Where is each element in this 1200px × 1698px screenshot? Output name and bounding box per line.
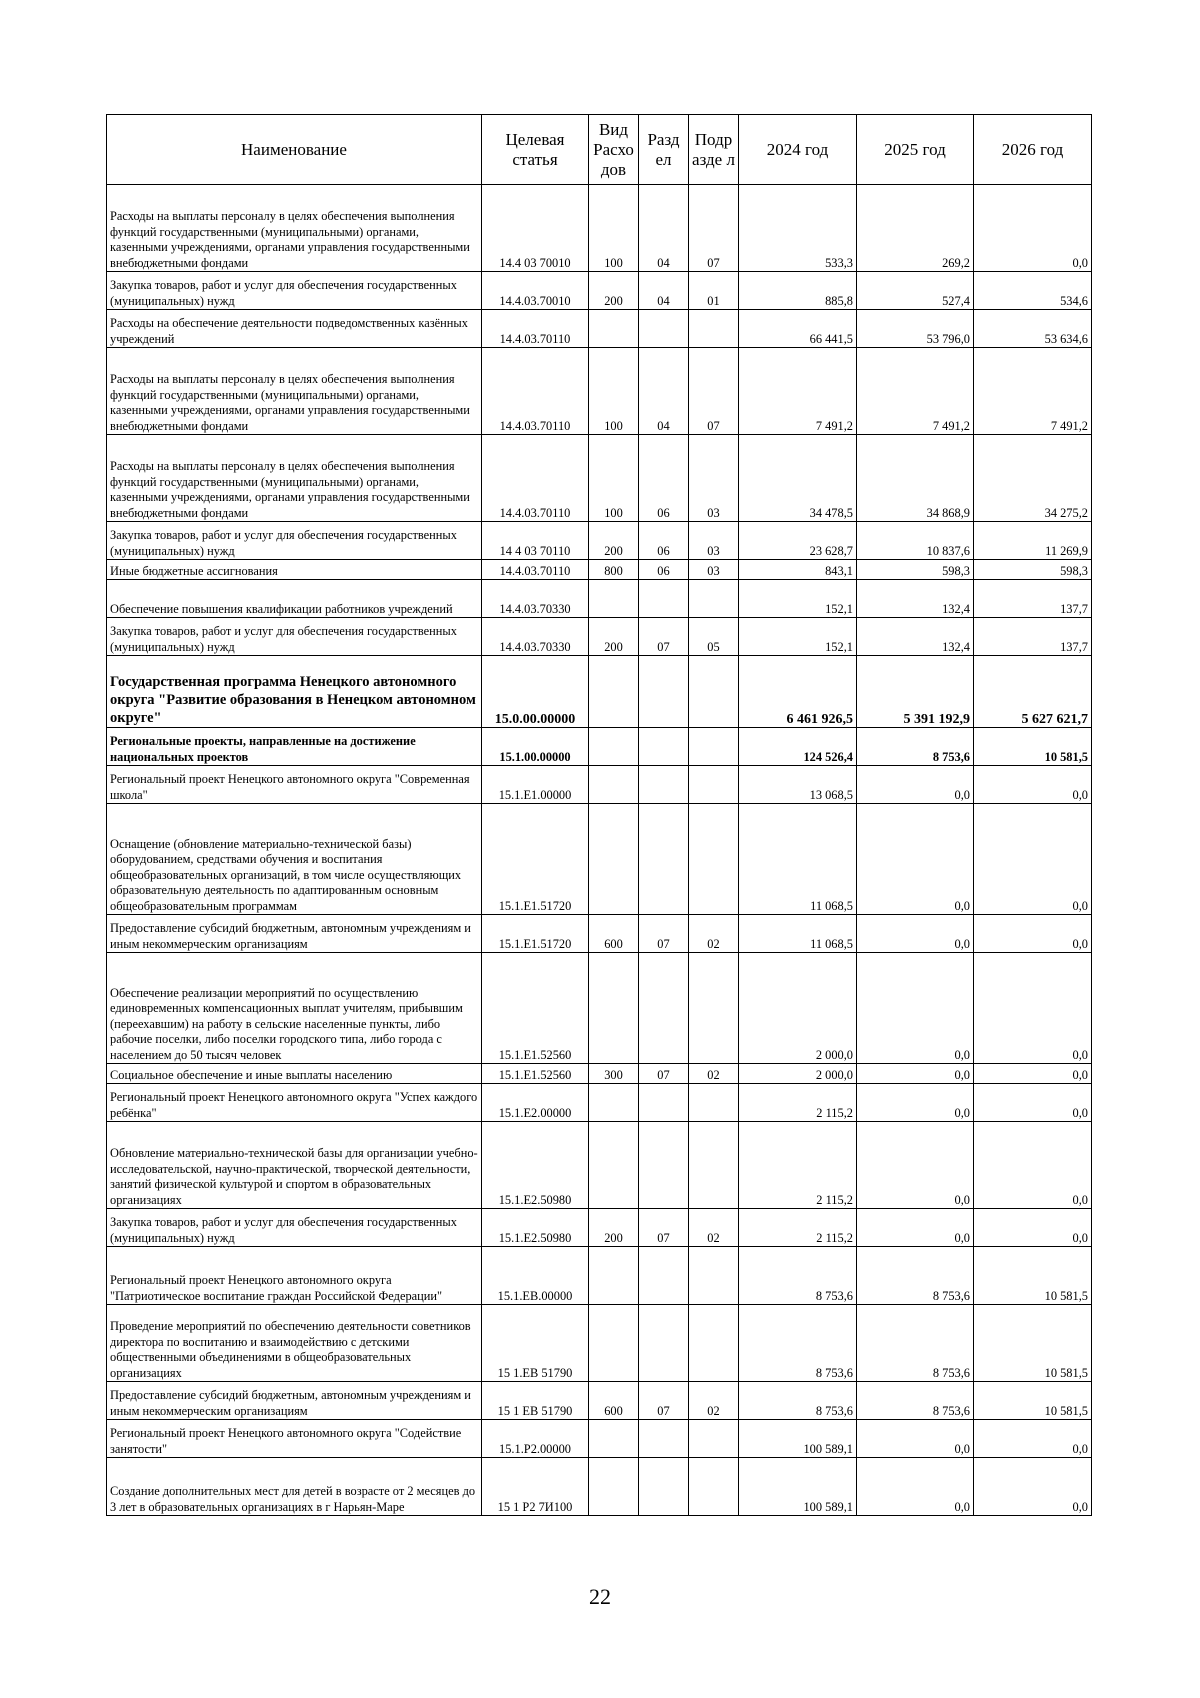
- table-row: [107, 1458, 1092, 1516]
- row-2024: 885,8: [739, 272, 857, 310]
- row-name: Обновление материально-технической базы для организации учебно-исследовательской, научно-практической, творческой деятельности, занятий физической культурой и спортом в образовательных организациях: [107, 1122, 482, 1209]
- row-code: 15.1.E1.51720: [482, 915, 589, 953]
- row-2024: 100 589,1: [739, 1420, 857, 1458]
- row-name: Предоставление субсидий бюджетным, автономным учреждениям и иным некоммерческим организациям: [107, 915, 482, 953]
- row-razdel: [639, 310, 689, 348]
- row-2025: 7 491,2: [857, 348, 974, 435]
- row-code: 14.4.03.70110: [482, 560, 589, 580]
- row-name: Закупка товаров, работ и услуг для обеспечения государственных (муниципальных) нужд: [107, 1209, 482, 1247]
- row-razdel: 06: [639, 522, 689, 560]
- row-code: 15.1.E2.50980: [482, 1122, 589, 1209]
- row-razdel: 07: [639, 1064, 689, 1084]
- row-2024: 100 589,1: [739, 1458, 857, 1516]
- row-2024: 843,1: [739, 560, 857, 580]
- table-row: [107, 766, 1092, 804]
- row-code: 14 4 03 70110: [482, 522, 589, 560]
- row-2025: 132,4: [857, 580, 974, 618]
- table-row: [107, 522, 1092, 560]
- row-podrazdel: [689, 310, 739, 348]
- row-2024: 2 000,0: [739, 953, 857, 1064]
- row-podrazdel: 02: [689, 915, 739, 953]
- row-vid: 300: [589, 1064, 639, 1084]
- row-razdel: 07: [639, 915, 689, 953]
- row-2026: 0,0: [974, 1064, 1092, 1084]
- row-2024: 124 526,4: [739, 728, 857, 766]
- row-vid: 600: [589, 1382, 639, 1420]
- row-razdel: 06: [639, 435, 689, 522]
- row-vid: 200: [589, 618, 639, 656]
- row-code: 14.4.03.70110: [482, 435, 589, 522]
- row-podrazdel: [689, 1247, 739, 1305]
- row-2024: 23 628,7: [739, 522, 857, 560]
- row-name: Региональный проект Ненецкого автономного округа "Патриотическое воспитание граждан Российской Федерации": [107, 1247, 482, 1305]
- row-2026: 0,0: [974, 185, 1092, 272]
- row-podrazdel: [689, 1458, 739, 1516]
- row-2024: 6 461 926,5: [739, 656, 857, 728]
- row-podrazdel: 02: [689, 1382, 739, 1420]
- row-podrazdel: [689, 766, 739, 804]
- row-vid: [589, 1084, 639, 1122]
- row-name: Расходы на обеспечение деятельности подведомственных казённых учреждений: [107, 310, 482, 348]
- row-name: Расходы на выплаты персоналу в целях обеспечения выполнения функций государственными (муниципальными) органами, казенными учреждениями, органами управления государственными внебюджетными фондами: [107, 348, 482, 435]
- row-razdel: [639, 1420, 689, 1458]
- row-2026: 53 634,6: [974, 310, 1092, 348]
- row-code: 15 1 P2 7И100: [482, 1458, 589, 1516]
- row-2024: 533,3: [739, 185, 857, 272]
- row-code: 15.1.P2.00000: [482, 1420, 589, 1458]
- row-2026: 137,7: [974, 580, 1092, 618]
- row-vid: 100: [589, 348, 639, 435]
- row-vid: 800: [589, 560, 639, 580]
- row-code: 15.1.E1.52560: [482, 953, 589, 1064]
- row-2026: 10 581,5: [974, 728, 1092, 766]
- row-2026: 5 627 621,7: [974, 656, 1092, 728]
- table-row: [107, 1209, 1092, 1247]
- row-vid: [589, 1247, 639, 1305]
- row-podrazdel: [689, 656, 739, 728]
- row-2024: 34 478,5: [739, 435, 857, 522]
- row-2025: 0,0: [857, 766, 974, 804]
- row-name: Обеспечение реализации мероприятий по осуществлению единовременных компенсационных выплат учителям, прибывшим (переехавшим) на работу в сельские населенные пункты, либо рабочие поселки, либо поселки городского типа, либо города с населением до 50 тысяч человек: [107, 953, 482, 1064]
- table-row: [107, 310, 1092, 348]
- row-code: 15.0.00.00000: [482, 656, 589, 728]
- row-2026: 11 269,9: [974, 522, 1092, 560]
- table-row: [107, 580, 1092, 618]
- row-2026: 10 581,5: [974, 1305, 1092, 1382]
- row-2025: 0,0: [857, 1420, 974, 1458]
- row-code: 15.1.E2.00000: [482, 1084, 589, 1122]
- row-2024: 8 753,6: [739, 1305, 857, 1382]
- row-code: 15.1.EB.00000: [482, 1247, 589, 1305]
- row-2026: 0,0: [974, 804, 1092, 915]
- row-2024: 8 753,6: [739, 1382, 857, 1420]
- row-podrazdel: 03: [689, 522, 739, 560]
- row-razdel: 06: [639, 560, 689, 580]
- row-razdel: 04: [639, 272, 689, 310]
- row-name: Расходы на выплаты персоналу в целях обеспечения выполнения функций государственными (муниципальными) органами, казенными учреждениями, органами управления государственными внебюджетными фондами: [107, 435, 482, 522]
- header-2025: 2025 год: [857, 115, 974, 185]
- row-razdel: [639, 1458, 689, 1516]
- row-name: Государственная программа Ненецкого автономного округа "Развитие образования в Ненецком автономном округе": [107, 656, 482, 728]
- row-razdel: 04: [639, 185, 689, 272]
- row-name: Проведение мероприятий по обеспечению деятельности советников директора по воспитанию и взаимодействию с детскими общественными объединениями в общеобразовательных организациях: [107, 1305, 482, 1382]
- row-name: Социальное обеспечение и иные выплаты населению: [107, 1064, 482, 1084]
- row-name: Закупка товаров, работ и услуг для обеспечения государственных (муниципальных) нужд: [107, 272, 482, 310]
- row-code: 15.1.00.00000: [482, 728, 589, 766]
- row-2025: 34 868,9: [857, 435, 974, 522]
- row-podrazdel: [689, 580, 739, 618]
- row-2026: 10 581,5: [974, 1247, 1092, 1305]
- row-2025: 8 753,6: [857, 1382, 974, 1420]
- row-vid: [589, 804, 639, 915]
- row-vid: [589, 1305, 639, 1382]
- row-razdel: 07: [639, 618, 689, 656]
- row-2024: 152,1: [739, 580, 857, 618]
- table-row: [107, 560, 1092, 580]
- row-2025: 0,0: [857, 1122, 974, 1209]
- row-2024: 2 115,2: [739, 1122, 857, 1209]
- row-2026: 598,3: [974, 560, 1092, 580]
- row-2026: 0,0: [974, 1122, 1092, 1209]
- row-razdel: [639, 804, 689, 915]
- row-2025: 0,0: [857, 1209, 974, 1247]
- row-2024: 11 068,5: [739, 804, 857, 915]
- row-2025: 53 796,0: [857, 310, 974, 348]
- row-vid: [589, 766, 639, 804]
- row-code: 15 1.EB 51790: [482, 1305, 589, 1382]
- row-razdel: 04: [639, 348, 689, 435]
- row-podrazdel: [689, 1305, 739, 1382]
- row-code: 14.4.03.70110: [482, 310, 589, 348]
- row-2024: 7 491,2: [739, 348, 857, 435]
- row-vid: [589, 1420, 639, 1458]
- table-row: [107, 1305, 1092, 1382]
- row-name: Обеспечение повышения квалификации работников учреждений: [107, 580, 482, 618]
- row-2026: 7 491,2: [974, 348, 1092, 435]
- row-2025: 0,0: [857, 1064, 974, 1084]
- row-podrazdel: [689, 1084, 739, 1122]
- row-vid: [589, 1122, 639, 1209]
- row-podrazdel: 07: [689, 348, 739, 435]
- row-razdel: [639, 728, 689, 766]
- table-row: [107, 1247, 1092, 1305]
- row-podrazdel: 05: [689, 618, 739, 656]
- row-razdel: [639, 1084, 689, 1122]
- row-razdel: 07: [639, 1382, 689, 1420]
- row-2026: 0,0: [974, 766, 1092, 804]
- table-row: [107, 1382, 1092, 1420]
- table-row: [107, 1122, 1092, 1209]
- row-code: 14.4.03.70330: [482, 618, 589, 656]
- row-podrazdel: [689, 1122, 739, 1209]
- row-2026: 534,6: [974, 272, 1092, 310]
- row-2026: 0,0: [974, 1084, 1092, 1122]
- table-body: [107, 185, 1092, 1516]
- header-razdel: Разд ел: [639, 115, 689, 185]
- row-2024: 13 068,5: [739, 766, 857, 804]
- row-2025: 8 753,6: [857, 728, 974, 766]
- row-razdel: [639, 580, 689, 618]
- row-name: Иные бюджетные ассигнования: [107, 560, 482, 580]
- table-header-row: [107, 115, 1092, 185]
- row-podrazdel: [689, 804, 739, 915]
- row-2025: 0,0: [857, 953, 974, 1064]
- row-code: 15.1.E1.52560: [482, 1064, 589, 1084]
- row-code: 14.4.03.70330: [482, 580, 589, 618]
- row-podrazdel: [689, 953, 739, 1064]
- header-2024: 2024 год: [739, 115, 857, 185]
- row-2026: 0,0: [974, 1209, 1092, 1247]
- row-2024: 152,1: [739, 618, 857, 656]
- row-vid: [589, 310, 639, 348]
- row-2025: 269,2: [857, 185, 974, 272]
- row-2024: 8 753,6: [739, 1247, 857, 1305]
- row-code: 15.1.E2.50980: [482, 1209, 589, 1247]
- row-code: 14.4.03.70110: [482, 348, 589, 435]
- row-razdel: [639, 1305, 689, 1382]
- header-name: Наименование: [107, 115, 482, 185]
- row-name: Закупка товаров, работ и услуг для обеспечения государственных (муниципальных) нужд: [107, 618, 482, 656]
- row-2025: 8 753,6: [857, 1247, 974, 1305]
- row-2025: 10 837,6: [857, 522, 974, 560]
- row-2026: 0,0: [974, 953, 1092, 1064]
- budget-table: [106, 114, 1092, 1516]
- table-row: [107, 272, 1092, 310]
- table-row: [107, 618, 1092, 656]
- row-2026: 34 275,2: [974, 435, 1092, 522]
- row-2026: 0,0: [974, 1420, 1092, 1458]
- row-2025: 0,0: [857, 1084, 974, 1122]
- row-vid: [589, 580, 639, 618]
- row-razdel: [639, 953, 689, 1064]
- row-name: Региональный проект Ненецкого автономного округа "Современная школа": [107, 766, 482, 804]
- row-code: 15 1 EB 51790: [482, 1382, 589, 1420]
- row-razdel: [639, 1122, 689, 1209]
- header-2026: 2026 год: [974, 115, 1092, 185]
- row-code: 15.1.E1.00000: [482, 766, 589, 804]
- row-podrazdel: 02: [689, 1209, 739, 1247]
- header-podrazdel: Подр азде л: [689, 115, 739, 185]
- table-row: [107, 656, 1092, 728]
- row-name: Региональный проект Ненецкого автономного округа "Содействие занятости": [107, 1420, 482, 1458]
- row-name: Закупка товаров, работ и услуг для обеспечения государственных (муниципальных) нужд: [107, 522, 482, 560]
- row-code: 15.1.E1.51720: [482, 804, 589, 915]
- row-2024: 66 441,5: [739, 310, 857, 348]
- table-row: [107, 185, 1092, 272]
- row-vid: 200: [589, 272, 639, 310]
- row-code: 14.4.03.70010: [482, 272, 589, 310]
- row-podrazdel: [689, 728, 739, 766]
- row-2026: 0,0: [974, 915, 1092, 953]
- row-vid: [589, 656, 639, 728]
- row-podrazdel: [689, 1420, 739, 1458]
- row-vid: [589, 728, 639, 766]
- row-razdel: [639, 1247, 689, 1305]
- row-name: Региональный проект Ненецкого автономного округа "Успех каждого ребёнка": [107, 1084, 482, 1122]
- row-vid: 200: [589, 522, 639, 560]
- row-2025: 527,4: [857, 272, 974, 310]
- header-vid: Вид Расхо дов: [589, 115, 639, 185]
- row-2026: 10 581,5: [974, 1382, 1092, 1420]
- row-razdel: 07: [639, 1209, 689, 1247]
- row-2025: 132,4: [857, 618, 974, 656]
- table-row: [107, 1084, 1092, 1122]
- row-2025: 0,0: [857, 1458, 974, 1516]
- row-2025: 598,3: [857, 560, 974, 580]
- row-2025: 0,0: [857, 915, 974, 953]
- row-podrazdel: 03: [689, 435, 739, 522]
- row-2025: 0,0: [857, 804, 974, 915]
- row-razdel: [639, 766, 689, 804]
- row-2026: 0,0: [974, 1458, 1092, 1516]
- table-row: [107, 435, 1092, 522]
- row-code: 14.4 03 70010: [482, 185, 589, 272]
- row-2024: 2 115,2: [739, 1209, 857, 1247]
- header-target: Целевая статья: [482, 115, 589, 185]
- row-2026: 137,7: [974, 618, 1092, 656]
- row-vid: 600: [589, 915, 639, 953]
- row-2024: 2 115,2: [739, 1084, 857, 1122]
- row-2024: 2 000,0: [739, 1064, 857, 1084]
- row-2025: 8 753,6: [857, 1305, 974, 1382]
- row-vid: 200: [589, 1209, 639, 1247]
- row-podrazdel: 02: [689, 1064, 739, 1084]
- row-2025: 5 391 192,9: [857, 656, 974, 728]
- table-row: [107, 915, 1092, 953]
- page-number: 22: [589, 1584, 611, 1609]
- table-row: [107, 804, 1092, 915]
- row-name: Расходы на выплаты персоналу в целях обеспечения выполнения функций государственными (муниципальными) органами, казенными учреждениями, органами управления государственными внебюджетными фондами: [107, 185, 482, 272]
- row-name: Региональные проекты, направленные на достижение национальных проектов: [107, 728, 482, 766]
- row-name: Оснащение (обновление материально-технической базы) оборудованием, средствами обучения и воспитания общеобразовательных организаций, в том числе осуществляющих образовательную деятельность по адаптированным основным общеобразовательным программам: [107, 804, 482, 915]
- row-name: Предоставление субсидий бюджетным, автономным учреждениям и иным некоммерческим организациям: [107, 1382, 482, 1420]
- table-row: [107, 728, 1092, 766]
- row-2024: 11 068,5: [739, 915, 857, 953]
- row-podrazdel: 07: [689, 185, 739, 272]
- row-podrazdel: 03: [689, 560, 739, 580]
- row-name: Создание дополнительных мест для детей в возрасте от 2 месяцев до 3 лет в образовательных организациях в г Нарьян-Маре: [107, 1458, 482, 1516]
- table-row: [107, 348, 1092, 435]
- table-row: [107, 1064, 1092, 1084]
- table-row: [107, 953, 1092, 1064]
- row-vid: 100: [589, 185, 639, 272]
- row-vid: [589, 1458, 639, 1516]
- table-row: [107, 1420, 1092, 1458]
- row-vid: 100: [589, 435, 639, 522]
- row-vid: [589, 953, 639, 1064]
- row-podrazdel: 01: [689, 272, 739, 310]
- row-razdel: [639, 656, 689, 728]
